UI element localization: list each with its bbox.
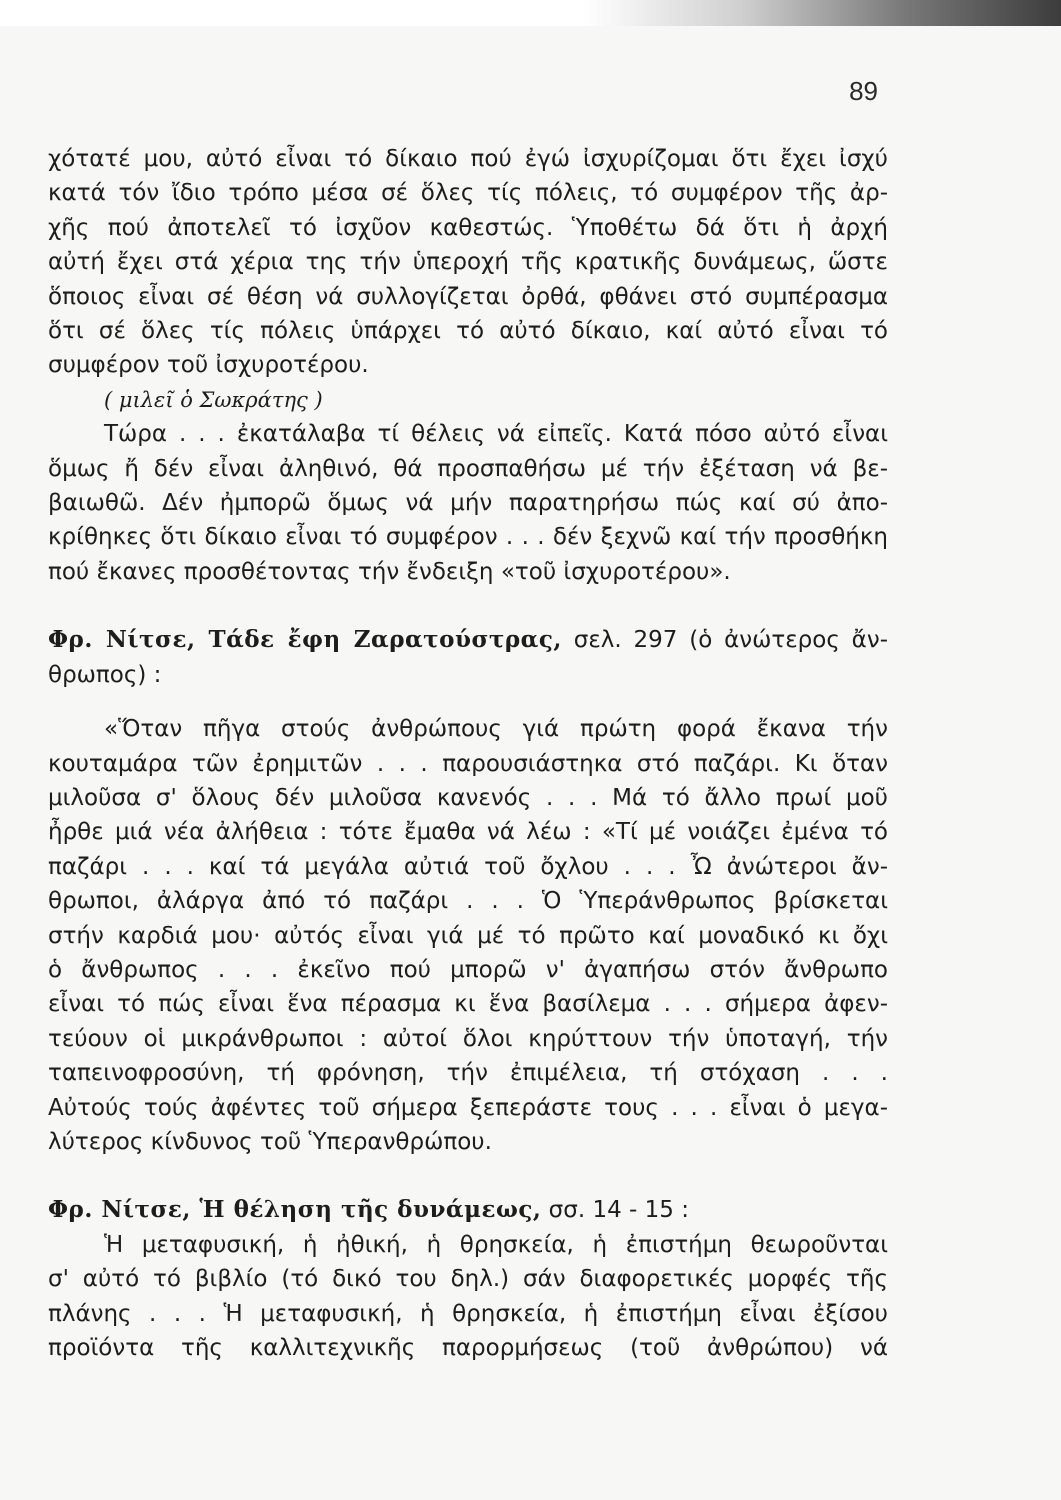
text-line: προϊόντα τῆς καλλιτεχνικῆς παρορμήσεως (τοῦ ἀνθρώπου) νά <box>48 1335 888 1361</box>
text-line: λύτερος κίνδυνος τοῦ Ὑπερανθρώπου. <box>48 1128 492 1155</box>
text-line: τεύουν οἱ μικράνθρωποι : αὐτοί ὅλοι κηρύττουν τήν ὑποταγή, τήν <box>48 1025 888 1052</box>
text-line: χότατέ μου, αὐτό εἶναι τό δίκαιο πού ἐγώ ἰσχυρίζομαι ὅτι ἔχει ἰσχύ <box>48 146 888 172</box>
text-line: στήν καρδιά μου· αὐτός εἶναι γιά μέ τό πρῶτο καί μοναδικό κι ὄχι <box>48 922 888 949</box>
text-line: μιλοῦσα σ' ὅλους δέν μιλοῦσα κανενός . . . Μά τό ἄλλο πρωί μοῦ <box>48 784 888 811</box>
text-line: θρωποι, ἀλάργα ἀπό τό παζάρι . . . Ὁ Ὑπεράνθρωπος βρίσκεται <box>48 888 888 915</box>
page-number: 89 <box>849 76 878 106</box>
text-line: Τώρα . . . ἐκατάλαβα τί θέλεις νά εἰπεῖς. Κατά πόσο αὐτό εἶναι <box>104 421 888 448</box>
text-line: ὅτι σέ ὅλες τίς πόλεις ὑπάρχει τό αὐτό δίκαιο, καί αὐτό εἶναι τό <box>48 318 888 345</box>
paragraph-4 <box>48 1228 888 1366</box>
page-body <box>48 142 888 1365</box>
text-line: πλάνης . . . Ἡ μεταφυσική, ἡ θρησκεία, ἡ ἐπιστήμη εἶναι ἐξίσου <box>48 1300 888 1327</box>
paragraph-3 <box>48 712 888 1159</box>
text-line: ὅμως ἤ δέν εἶναι ἀληθινό, θά προσπαθήσω μέ τήν ἐξέταση νά βε- <box>48 455 888 482</box>
text-line: ταπεινοφροσύνη, τή φρόνηση, τήν ἐπιμέλεια, τή στόχαση . . . <box>48 1060 888 1087</box>
reference-detail: σσ. 14 - 15 : <box>541 1197 689 1224</box>
text-line: «Ὅταν πῆγα στούς ἀνθρώπους γιά πρώτη φορά ἔκανα τήν <box>104 716 888 743</box>
speaker-note: ( μιλεῖ ὁ Σωκράτης ) <box>104 387 323 412</box>
text-line: εἶναι τό πώς εἶναι ἕνα πέρασμα κι ἕνα βασίλεμα . . . σήμερα ἀφεν- <box>48 991 888 1018</box>
text-line: βαιωθῶ. Δέν ἠμπορῶ ὅμως νά μήν παρατηρήσω πώς καί σύ ἀπο- <box>48 490 888 517</box>
reference-line <box>48 1193 888 1227</box>
scan-border <box>0 0 1061 26</box>
text-line: πού ἔκανες προσθέτοντας τήν ἔνδειξη «τοῦ ἰσχυροτέρου». <box>48 558 731 585</box>
text-line: χῆς πού ἀποτελεῖ τό ἰσχῦον καθεστώς. Ὑποθέτω δά ὅτι ἡ ἀρχή <box>48 214 888 241</box>
text-line: ἦρθε μιά νέα ἀλήθεια : τότε ἔμαθα νά λέω : «Τί μέ νοιάζει ἐμένα τό <box>48 819 888 846</box>
spacer <box>48 589 888 623</box>
text-line: κουταμάρα τῶν ἐρημιτῶν . . . παρουσιάστηκα στό παζάρι. Κι ὅταν <box>48 750 888 777</box>
text-line: κατά τόν ἴδιο τρόπο μέσα σέ ὅλες τίς πόλεις, τό συμφέρον τῆς ἀρ- <box>48 180 888 207</box>
reference-1 <box>48 623 888 692</box>
spacer <box>48 1159 888 1193</box>
text-line: συμφέρον τοῦ ἰσχυροτέρου. <box>48 352 369 379</box>
text-line: αὐτή ἔχει στά χέρια της τήν ὑπεροχή τῆς κρατικῆς δυνάμεως, ὥστε <box>48 249 888 276</box>
text-line: Ἡ μεταφυσική, ἡ ἠθική, ἡ θρησκεία, ἡ ἐπιστήμη θεωροῦνται <box>104 1231 888 1258</box>
reference-line: θρωπος) : <box>48 661 162 688</box>
text-line: κρίθηκες ὅτι δίκαιο εἶναι τό συμφέρον . . . δέν ξεχνῶ καί τήν προσθήκη <box>48 524 888 551</box>
spacer <box>48 692 888 712</box>
text-line: Αὐτούς τούς ἀφέντες τοῦ σήμερα ξεπεράστε τους . . . εἶναι ὁ μεγα- <box>48 1094 888 1121</box>
text-line: παζάρι . . . καί τά μεγάλα αὐτιά τοῦ ὄχλου . . . Ὦ ἀνώτεροι ἄν- <box>48 853 888 880</box>
text-line: σ' αὐτό τό βιβλίο (τό δικό του δηλ.) σάν διαφορετικές μορφές τῆς <box>48 1266 888 1293</box>
paragraph-1 <box>48 142 888 383</box>
text-line: ὁ ἄνθρωπος . . . ἐκεῖνο πού μπορῶ ν' ἀγαπήσω στόν ἄνθρωπο <box>48 956 888 983</box>
text-line: ὅποιος εἶναι σέ θέση νά συλλογίζεται ὀρθά, φθάνει στό συμπέρασμα <box>48 283 888 310</box>
reference-title: Φρ. Νίτσε, Τάδε ἔφη Ζαρατούστρας, <box>48 626 562 654</box>
paragraph-2 <box>48 417 888 589</box>
reference-2 <box>48 1193 888 1227</box>
reference-line <box>48 623 888 657</box>
reference-detail: σελ. 297 (ὁ ἀνώτερος ἄν- <box>561 627 888 654</box>
reference-title: Φρ. Νίτσε, Ἡ θέληση τῆς δυνάμεως, <box>48 1196 542 1224</box>
